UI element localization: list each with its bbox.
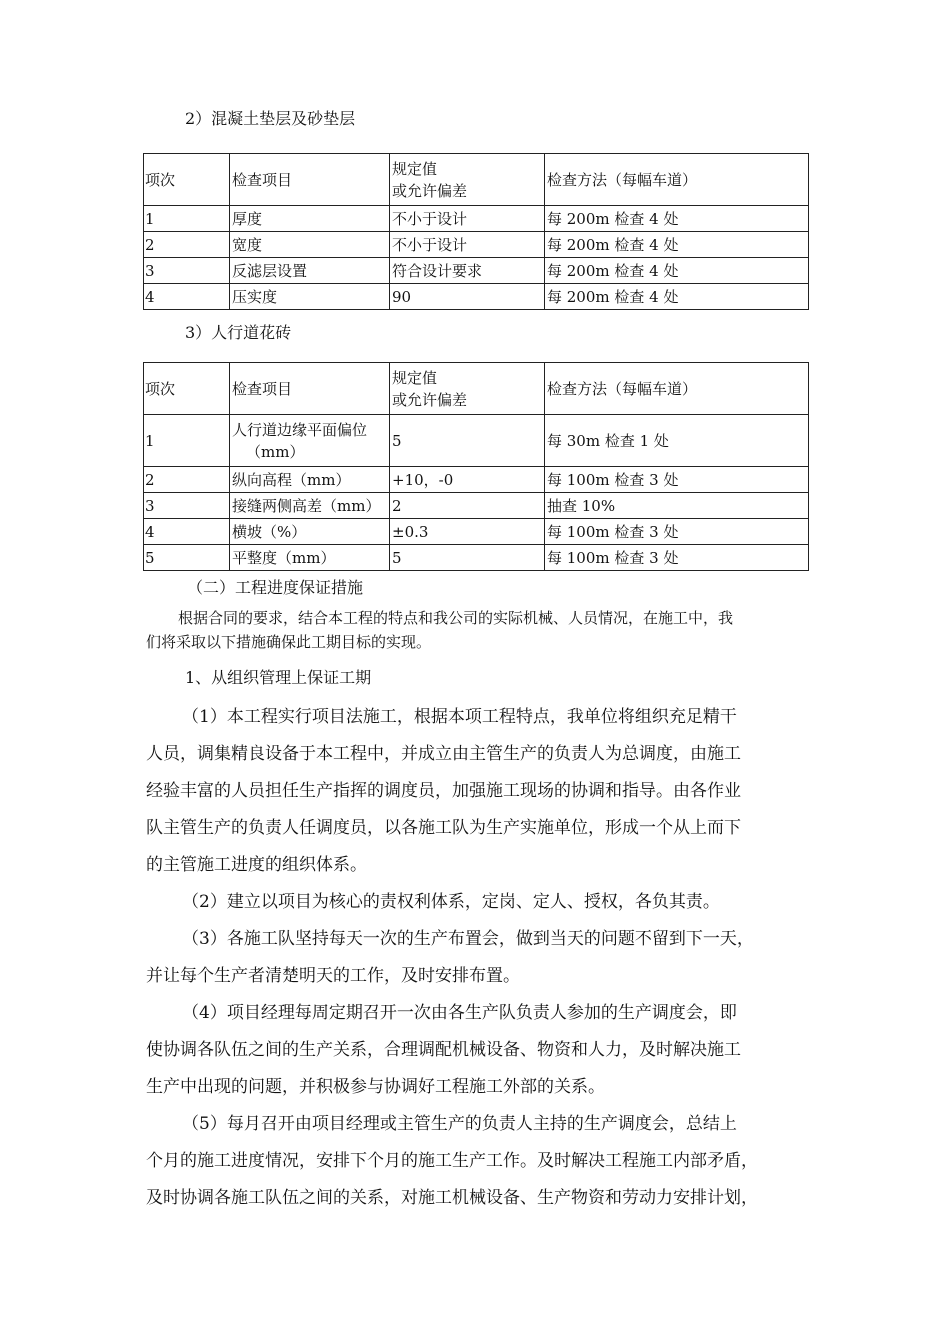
cell-value: 符合设计要求	[390, 258, 545, 284]
header-no: 项次	[144, 363, 230, 415]
table-row	[144, 545, 809, 571]
header-item: 检查项目	[230, 154, 390, 206]
cell-item: 接缝两侧高差（mm）	[230, 493, 390, 519]
table-row	[144, 415, 809, 467]
table-row	[144, 467, 809, 493]
table-header-row	[144, 363, 809, 415]
cell-value: 2	[390, 493, 545, 519]
cell-method: 每 100m 检查 3 处	[545, 519, 809, 545]
cell-no: 2	[144, 232, 230, 258]
body-line: （5）每月召开由项目经理或主管生产的负责人主持的生产调度会，总结上	[182, 1114, 737, 1134]
header-item: 检查项目	[230, 363, 390, 415]
cell-value: 90	[390, 284, 545, 310]
cell-value: 不小于设计	[390, 232, 545, 258]
header-method: 检查方法（每幅车道）	[545, 363, 809, 415]
table-row	[144, 519, 809, 545]
body-line: 生产中出现的问题，并积极参与协调好工程施工外部的关系。	[146, 1077, 605, 1097]
body-line: （3）各施工队坚持每天一次的生产布置会，做到当天的问题不留到下一天，	[182, 929, 754, 949]
cell-method: 抽查 10%	[545, 493, 809, 519]
cell-method: 每 200m 检查 4 处	[545, 232, 809, 258]
cell-no: 3	[144, 493, 230, 519]
body-line: 及时协调各施工队伍之间的关系，对施工机械设备、生产物资和劳动力安排计划，	[146, 1188, 758, 1208]
cell-method: 每 100m 检查 3 处	[545, 545, 809, 571]
body-line: 队主管生产的负责人任调度员，以各施工队为生产实施单位，形成一个从上而下	[146, 818, 741, 838]
body-line: （1）本工程实行项目法施工，根据本项工程特点，我单位将组织充足精干	[182, 707, 737, 727]
cell-item: 平整度（mm）	[230, 545, 390, 571]
cell-no: 5	[144, 545, 230, 571]
cell-value: 5	[390, 415, 545, 467]
cell-no: 4	[144, 284, 230, 310]
body-line: 个月的施工进度情况，安排下个月的施工生产工作。及时解决工程施工内部矛盾，	[146, 1151, 758, 1171]
table-row	[144, 493, 809, 519]
body-line: （2）建立以项目为核心的责权利体系，定岗、定人、授权，各负其责。	[182, 892, 720, 912]
cell-item: 人行道边缘平面偏位 （mm）	[230, 415, 390, 467]
cell-no: 1	[144, 415, 230, 467]
inspection-table-sidewalk	[143, 362, 809, 571]
header-no: 项次	[144, 154, 230, 206]
table-row	[144, 284, 809, 310]
body-line: 并让每个生产者清楚明天的工作，及时安排布置。	[146, 966, 520, 986]
cell-no: 4	[144, 519, 230, 545]
cell-method: 每 200m 检查 4 处	[545, 284, 809, 310]
cell-item: 宽度	[230, 232, 390, 258]
cell-value: 5	[390, 545, 545, 571]
header-method: 检查方法（每幅车道）	[545, 154, 809, 206]
table-row	[144, 206, 809, 232]
body-line: 人员，调集精良设备于本工程中，并成立由主管生产的负责人为总调度，由施工	[146, 744, 741, 764]
cell-method: 每 30m 检查 1 处	[545, 415, 809, 467]
section-title-organization: 1、从组织管理上保证工期	[185, 668, 372, 687]
cell-item: 纵向高程（mm）	[230, 467, 390, 493]
cell-item: 横坡（%）	[230, 519, 390, 545]
section-title-concrete: 2）混凝土垫层及砂垫层	[185, 109, 356, 128]
cell-item: 厚度	[230, 206, 390, 232]
cell-value: ±0.3	[390, 519, 545, 545]
intro-line-2: 们将采取以下措施确保此工期目标的实现。	[146, 633, 432, 651]
cell-value: +10，-0	[390, 467, 545, 493]
cell-method: 每 100m 检查 3 处	[545, 467, 809, 493]
cell-item: 反滤层设置	[230, 258, 390, 284]
table-header-row	[144, 154, 809, 206]
section-title-progress: （二）工程进度保证措施	[187, 578, 364, 597]
body-line: 经验丰富的人员担任生产指挥的调度员，加强施工现场的协调和指导。由各作业	[146, 781, 741, 801]
header-value: 规定值 或允许偏差	[390, 363, 545, 415]
cell-item: 压实度	[230, 284, 390, 310]
inspection-table-concrete	[143, 153, 809, 310]
intro-line-1: 根据合同的要求，结合本工程的特点和我公司的实际机械、人员情况，在施工中，我	[178, 609, 734, 627]
section-title-sidewalk: 3）人行道花砖	[185, 323, 292, 342]
cell-no: 3	[144, 258, 230, 284]
table-row	[144, 232, 809, 258]
body-line: 使协调各队伍之间的生产关系，合理调配机械设备、物资和人力，及时解决施工	[146, 1040, 741, 1060]
cell-method: 每 200m 检查 4 处	[545, 258, 809, 284]
body-line: （4）项目经理每周定期召开一次由各生产队负责人参加的生产调度会，即	[182, 1003, 737, 1023]
body-line: 的主管施工进度的组织体系。	[146, 855, 367, 875]
cell-no: 2	[144, 467, 230, 493]
cell-no: 1	[144, 206, 230, 232]
table-row	[144, 258, 809, 284]
cell-value: 不小于设计	[390, 206, 545, 232]
cell-method: 每 200m 检查 4 处	[545, 206, 809, 232]
header-value: 规定值 或允许偏差	[390, 154, 545, 206]
